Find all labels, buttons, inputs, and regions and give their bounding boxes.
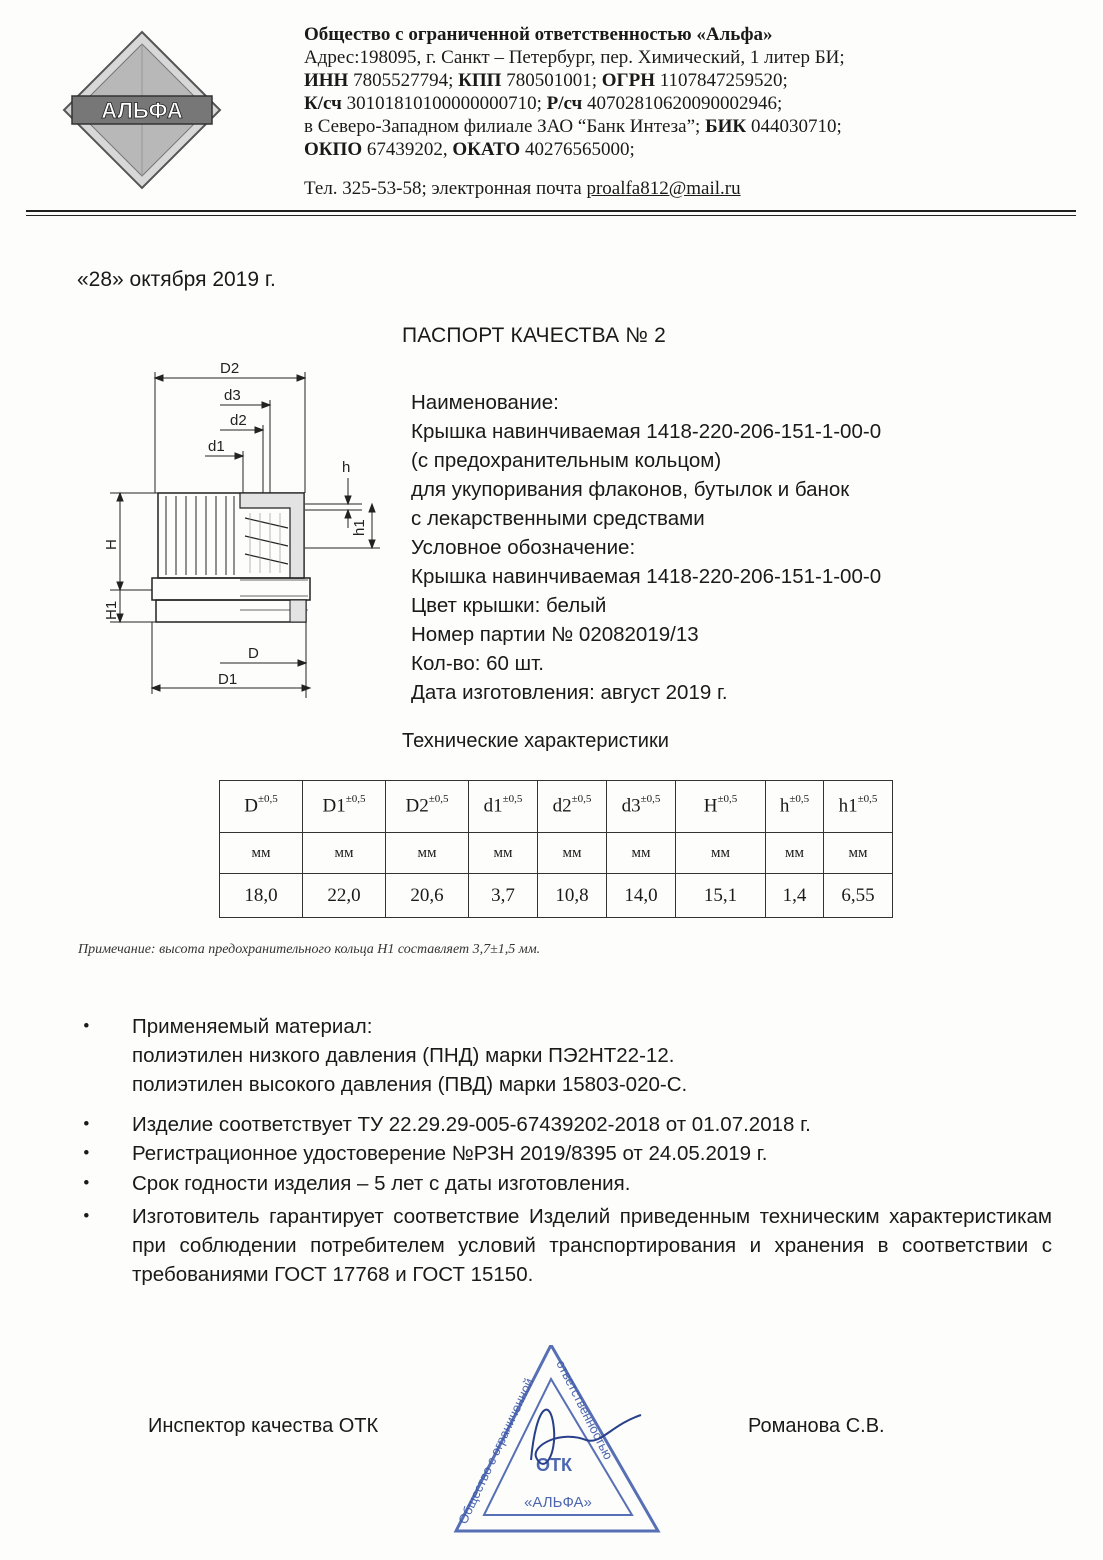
phone-text: Тел. 325-53-58; электронная почта bbox=[304, 178, 582, 199]
bullet-icon: • bbox=[83, 1114, 90, 1135]
okpo-value: 67439202, bbox=[366, 139, 448, 160]
inn-label: ИНН bbox=[304, 70, 349, 91]
material-line-1: полиэтилен низкого давления (ПНД) марки ПЭ2НТ22-12. bbox=[132, 1044, 675, 1067]
table-units-row bbox=[220, 833, 893, 874]
value-cell: 15,1 bbox=[676, 874, 766, 918]
dim-H-label: H bbox=[103, 539, 120, 550]
unit-cell: мм bbox=[386, 833, 469, 874]
spec-table bbox=[219, 780, 893, 918]
material-line-2: полиэтилен высокого давления (ПВД) марки 15803-020-С. bbox=[132, 1073, 688, 1096]
table-header-row bbox=[220, 781, 893, 833]
dim-D2-label: D2 bbox=[220, 360, 240, 377]
ogrn-value: 1107847259520; bbox=[659, 70, 788, 91]
header-cell: $D1^{\pm 0,5}$ bbox=[303, 781, 386, 833]
header-cell: $H^{\pm 0,5}$ bbox=[676, 781, 766, 833]
product-info bbox=[411, 388, 881, 707]
document-date: «28» октября 2019 г. bbox=[77, 268, 276, 291]
header-cell: $h^{\pm 0,5}$ bbox=[766, 781, 824, 833]
bullet-icon: • bbox=[83, 1143, 90, 1164]
info-line: с лекарственными средствами bbox=[411, 507, 705, 530]
bik-label: БИК bbox=[705, 116, 747, 137]
dim-d2-label: d2 bbox=[230, 412, 247, 429]
tu-compliance: Изделие соответствует ТУ 22.29.29-005-67439202-2018 от 01.07.2018 г. bbox=[132, 1113, 811, 1136]
manufacturer-guarantee: Изготовитель гарантирует соответствие Изделий приведенным техническим характеристикам при соблюдении потребителем условий транспортирования и хранения в соответствии с требованиями ГОСТ 17768 и ГОСТ 15150. bbox=[132, 1205, 1052, 1286]
inspector-name: Романова С.В. bbox=[748, 1415, 885, 1437]
registration-certificate: Регистрационное удостоверение №РЗН 2019/8395 от 24.05.2019 г. bbox=[132, 1142, 768, 1165]
inspector-label: Инспектор качества ОТК bbox=[148, 1415, 379, 1437]
value-cell: 10,8 bbox=[538, 874, 607, 918]
dim-D-label: D bbox=[248, 645, 259, 662]
cap-drawing bbox=[100, 358, 380, 698]
stamp-center-text: ОТК bbox=[536, 1455, 572, 1475]
info-line: Крышка навинчиваемая 1418-220-206-151-1-00-0 bbox=[411, 420, 882, 443]
ks-value: 30101810100000000710; bbox=[346, 93, 542, 114]
unit-cell: мм bbox=[220, 833, 303, 874]
material-title: Применяемый материал: bbox=[132, 1015, 373, 1038]
inn-value: 7805527794; bbox=[353, 70, 454, 91]
value-cell: 3,7 bbox=[469, 874, 538, 918]
value-cell: 14,0 bbox=[607, 874, 676, 918]
table-note: Примечание: высота предохранительного кольца Н1 составляет 3,7±1,5 мм. bbox=[78, 942, 541, 957]
dim-h-label: h bbox=[342, 459, 351, 476]
okato-value: 40276565000; bbox=[524, 139, 635, 160]
header-cell: $d1^{\pm 0,5}$ bbox=[469, 781, 538, 833]
header-cell: $D2^{\pm 0,5}$ bbox=[386, 781, 469, 833]
logo-text: АЛЬФА bbox=[101, 98, 183, 123]
value-cell: 22,0 bbox=[303, 874, 386, 918]
table-values-row bbox=[220, 874, 893, 918]
company-codes bbox=[304, 139, 635, 162]
rs-value: 40702810620090002946; bbox=[587, 93, 783, 114]
dim-h1-label: h1 bbox=[351, 519, 368, 536]
company-contacts bbox=[304, 178, 741, 201]
bik-value: 044030710; bbox=[750, 116, 842, 137]
dim-H1-label: H1 bbox=[103, 600, 120, 620]
unit-cell: мм bbox=[824, 833, 893, 874]
unit-cell: мм bbox=[469, 833, 538, 874]
info-line: Крышка навинчиваемая 1418-220-206-151-1-00-0 bbox=[411, 565, 882, 588]
kpp-label: КПП bbox=[458, 70, 502, 91]
tech-specs-title: Технические характеристики bbox=[402, 730, 669, 752]
email-link[interactable]: proalfa812@mail.ru bbox=[586, 178, 741, 199]
bullet-icon: • bbox=[83, 1206, 90, 1227]
company-logo bbox=[62, 30, 222, 190]
kpp-value: 780501001; bbox=[506, 70, 597, 91]
shelf-life: Срок годности изделия – 5 лет с даты изготовления. bbox=[132, 1172, 631, 1195]
dim-d3-label: d3 bbox=[224, 387, 241, 404]
header-cell: $d3^{\pm 0,5}$ bbox=[607, 781, 676, 833]
stamp-bottom-text: «АЛЬФА» bbox=[524, 1494, 592, 1511]
bullet-icon: • bbox=[83, 1016, 90, 1037]
unit-cell: мм bbox=[766, 833, 824, 874]
info-line: Дата изготовления: август 2019 г. bbox=[411, 681, 728, 704]
header-divider-thin bbox=[26, 215, 1076, 216]
bullet-icon: • bbox=[83, 1173, 90, 1194]
value-cell: 18,0 bbox=[220, 874, 303, 918]
okato-label: ОКАТО bbox=[452, 139, 521, 160]
header-cell: $d2^{\pm 0,5}$ bbox=[538, 781, 607, 833]
info-line: Цвет крышки: белый bbox=[411, 594, 607, 617]
stamp-right-text: ответственностью bbox=[553, 1357, 617, 1462]
header-cell: $D^{\pm 0,5}$ bbox=[220, 781, 303, 833]
company-name bbox=[304, 24, 773, 47]
company-accounts bbox=[304, 93, 782, 116]
company-ids bbox=[304, 70, 788, 93]
company-name-text: Общество с ограниченной ответственностью «Альфа» bbox=[304, 24, 773, 45]
rs-label: Р/сч bbox=[546, 93, 583, 114]
dim-d1-label: d1 bbox=[208, 438, 225, 455]
header-cell: $h1^{\pm 0,5}$ bbox=[824, 781, 893, 833]
header-divider bbox=[26, 210, 1076, 212]
document-title: ПАСПОРТ КАЧЕСТВА № 2 bbox=[402, 324, 667, 347]
value-cell: 20,6 bbox=[386, 874, 469, 918]
info-line: Номер партии № 02082019/13 bbox=[411, 623, 699, 646]
info-line: (с предохранительным кольцом) bbox=[411, 449, 722, 472]
otk-stamp bbox=[436, 1345, 666, 1535]
unit-cell: мм bbox=[676, 833, 766, 874]
unit-cell: мм bbox=[607, 833, 676, 874]
ks-label: К/сч bbox=[304, 93, 342, 114]
info-line: для укупоривания флаконов, бутылок и банок bbox=[411, 478, 850, 501]
okpo-label: ОКПО bbox=[304, 139, 363, 160]
material-block bbox=[132, 1012, 1052, 1099]
dim-D1-label: D1 bbox=[218, 671, 238, 688]
stamp-left-text: Общество с ограниченной bbox=[455, 1375, 537, 1527]
unit-cell: мм bbox=[303, 833, 386, 874]
value-cell: 6,55 bbox=[824, 874, 893, 918]
info-line: Наименование: bbox=[411, 391, 559, 414]
unit-cell: мм bbox=[538, 833, 607, 874]
info-line: Кол-во: 60 шт. bbox=[411, 652, 544, 675]
company-address: Адрес:198095, г. Санкт – Петербург, пер. Химический, 1 литер БИ; bbox=[304, 47, 845, 68]
company-bank bbox=[304, 116, 842, 139]
value-cell: 1,4 bbox=[766, 874, 824, 918]
ogrn-label: ОГРН bbox=[601, 70, 656, 91]
bank-name: в Северо-Западном филиале ЗАО “Банк Интеза”; bbox=[304, 116, 701, 137]
info-line: Условное обозначение: bbox=[411, 536, 636, 559]
